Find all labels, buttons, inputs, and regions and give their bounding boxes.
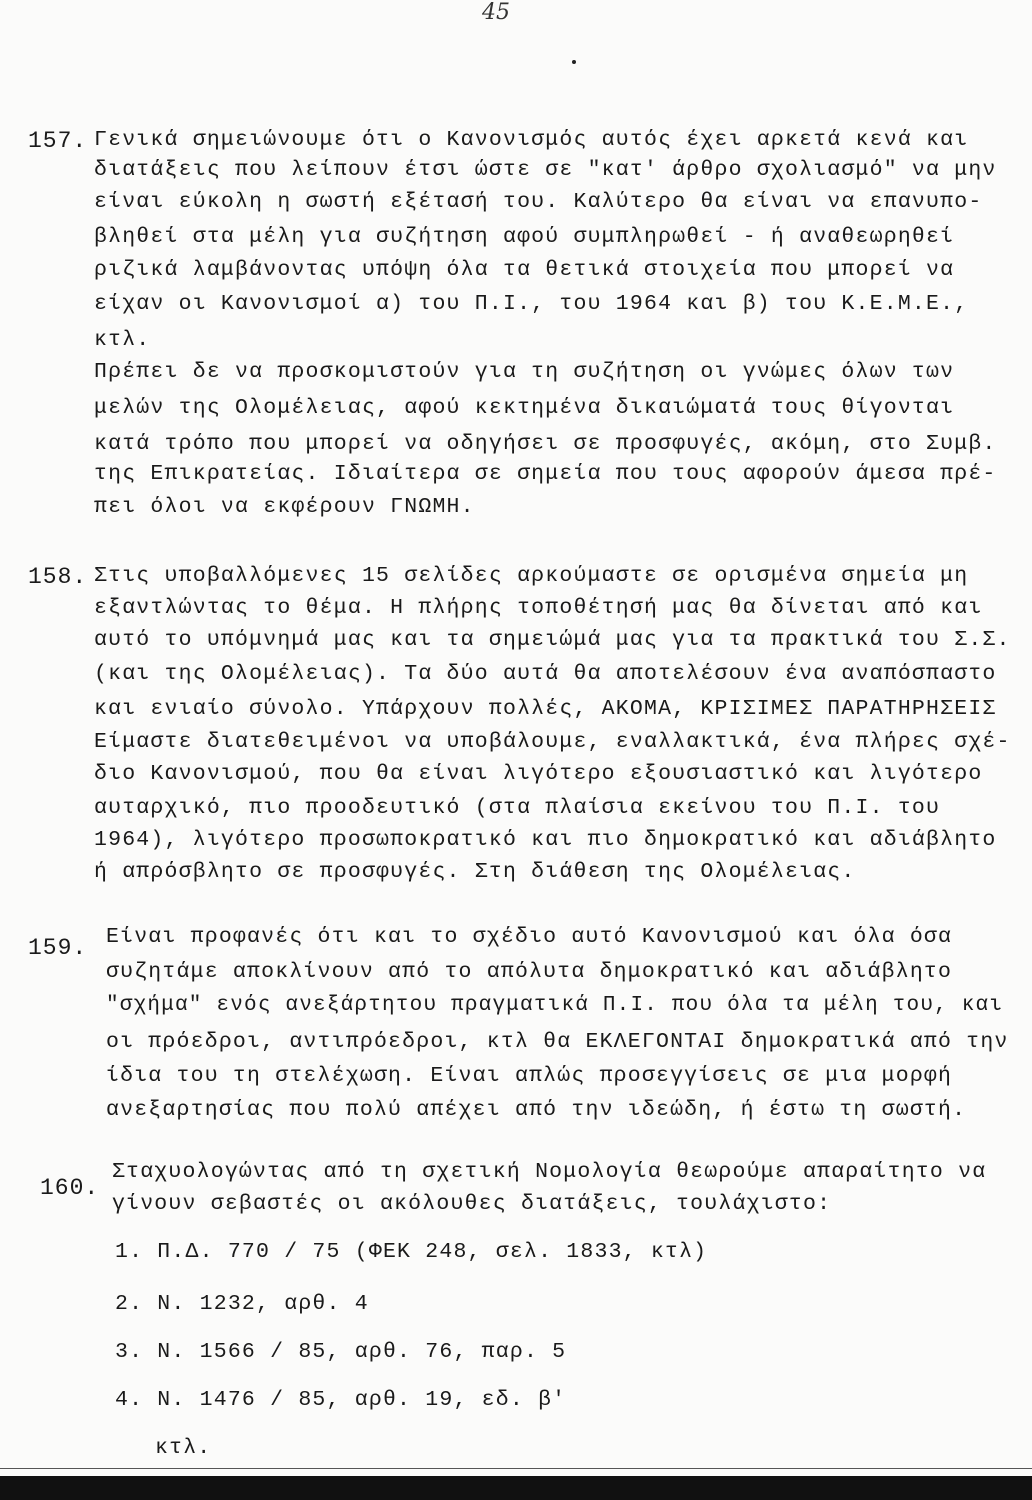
paragraph-line: ίδια του τη στελέχωση. Είναι απλώς προσεγγίσεις σε μια μορφή — [106, 1064, 953, 1088]
paragraph-line: οι πρόεδροι, αντιπρόεδροι, κτλ θα ΕΚΛΕΓΟΝΤΑΙ δημοκρατικά από την — [106, 1030, 1009, 1054]
paragraph-line: Είμαστε διατεθειμένοι να υποβάλουμε, εναλλακτικά, ένα πλήρες σχέ- — [94, 730, 1011, 754]
paragraph-line: και ενιαίο σύνολο. Υπάρχουν πολλές, ΑΚΟΜΑ, ΚΡΙΣΙΜΕΣ ΠΑΡΑΤΗΡΗΣΕΙΣ — [94, 697, 997, 721]
paragraph-line: αυταρχικό, πιο προοδευτικό (στα πλαίσια εκείνου του Π.Ι. του — [94, 796, 941, 820]
paragraph-line: ριζικά λαμβάνοντας υπόψη όλα τα θετικά στοιχεία που μπορεί να — [94, 258, 955, 282]
list-item: 1. Π.Δ. 770 / 75 (ΦΕΚ 248, σελ. 1833, κτλ) — [115, 1240, 708, 1264]
paragraph-line: 1964), λιγότερο προσωποκρατικό και πιο δημοκρατικό και αδιάβλητο — [94, 828, 997, 852]
paragraph-line: (και της Ολομέλειας). Τα δύο αυτά θα αποτελέσουν ένα αναπόσπαστο — [94, 662, 997, 686]
scan-bottom-edge — [0, 1476, 1032, 1500]
list-item: 3. Ν. 1566 / 85, αρθ. 76, παρ. 5 — [115, 1340, 567, 1364]
paragraph-line: βληθεί στα μέλη για συζήτηση αφού συμπληρωθεί - ή αναθεωρηθεί — [94, 225, 955, 249]
paragraph-line: μελών της Ολομέλειας, αφού κεκτημένα δικαιώματά τους θίγονται — [94, 396, 955, 420]
paragraph-line: κτλ. — [94, 328, 151, 352]
paragraph-number: 160. — [40, 1175, 100, 1201]
paragraph-line: διο Κανονισμού, που θα είναι λιγότερο εξουσιαστικό και λιγότερο — [94, 762, 983, 786]
paragraph-line: ανεξαρτησίας που πολύ απέχει από την ιδεώδη, ή έστω τη σωστή. — [106, 1098, 967, 1122]
list-item: 2. Ν. 1232, αρθ. 4 — [115, 1292, 369, 1316]
paragraph-number: 158. — [28, 564, 88, 590]
paragraph-line: Γενικά σημειώνουμε ότι ο Κανονισμός αυτός έχει αρκετά κενά και — [94, 128, 969, 152]
paragraph-line: διατάξεις που λείπουν έτσι ώστε σε "κατ' άρθρο σχολιασμό" να μην — [94, 158, 997, 182]
paragraph-line: γίνουν σεβαστές οι ακόλουθες διατάξεις, τουλάχιστο: — [112, 1192, 832, 1216]
page-number: 45 — [482, 0, 510, 25]
paragraph-line: ή απρόσβλητο σε προσφυγές. Στη διάθεση της Ολομέλειας. — [94, 860, 856, 884]
paragraph-number: 159. — [28, 935, 88, 961]
paragraph-line: αυτό το υπόμνημά μας και τα σημειώμά μας για τα πρακτικά του Σ.Σ. — [94, 628, 1011, 652]
paragraph-line: Είναι προφανές ότι και το σχέδιο αυτό Κανονισμού και όλα όσα — [106, 925, 953, 949]
paragraph-line: "σχήμα" ενός ανεξάρτητου πραγματικά Π.Ι. που όλα τα μέλη του, και — [106, 994, 1004, 1017]
paragraph-line: είναι εύκολη η σωστή εξέτασή του. Καλύτερο θα είναι να επανυπο- — [94, 190, 983, 214]
list-item: 4. Ν. 1476 / 85, αρθ. 19, εδ. β' — [115, 1388, 567, 1412]
paragraph-line: κατά τρόπο που μπορεί να οδηγήσει σε προσφυγές, ακόμη, στο Συμβ. — [94, 432, 997, 456]
paragraph-line: πει όλοι να εκφέρουν ΓΝΩΜΗ. — [94, 495, 475, 519]
list-item: κτλ. — [155, 1436, 212, 1460]
paragraph-line: της Επικρατείας. Ιδιαίτερα σε σημεία που τους αφορούν άμεσα πρέ- — [94, 462, 997, 486]
paragraph-line: είχαν οι Κανονισμοί α) του Π.Ι., του 1964 και β) του Κ.Ε.Μ.Ε., — [94, 292, 969, 316]
paragraph-line: συζητάμε αποκλίνουν από το απόλυτα δημοκρατικό και αδιάβλητο — [106, 960, 953, 984]
paragraph-line: εξαντλώντας το θέμα. Η πλήρης τοποθέτησή μας θα δίνεται από και — [94, 596, 983, 620]
paragraph-line: Στις υποβαλλόμενες 15 σελίδες αρκούμαστε σε ορισμένα σημεία μη — [94, 564, 969, 588]
punch-mark — [572, 60, 576, 64]
paragraph-line: Πρέπει δε να προσκομιστούν για τη συζήτηση οι γνώμες όλων των — [94, 360, 955, 384]
paragraph-line: Σταχυολογώντας από τη σχετική Νομολογία θεωρούμε απαραίτητο να — [112, 1160, 987, 1184]
paragraph-number: 157. — [28, 128, 88, 154]
